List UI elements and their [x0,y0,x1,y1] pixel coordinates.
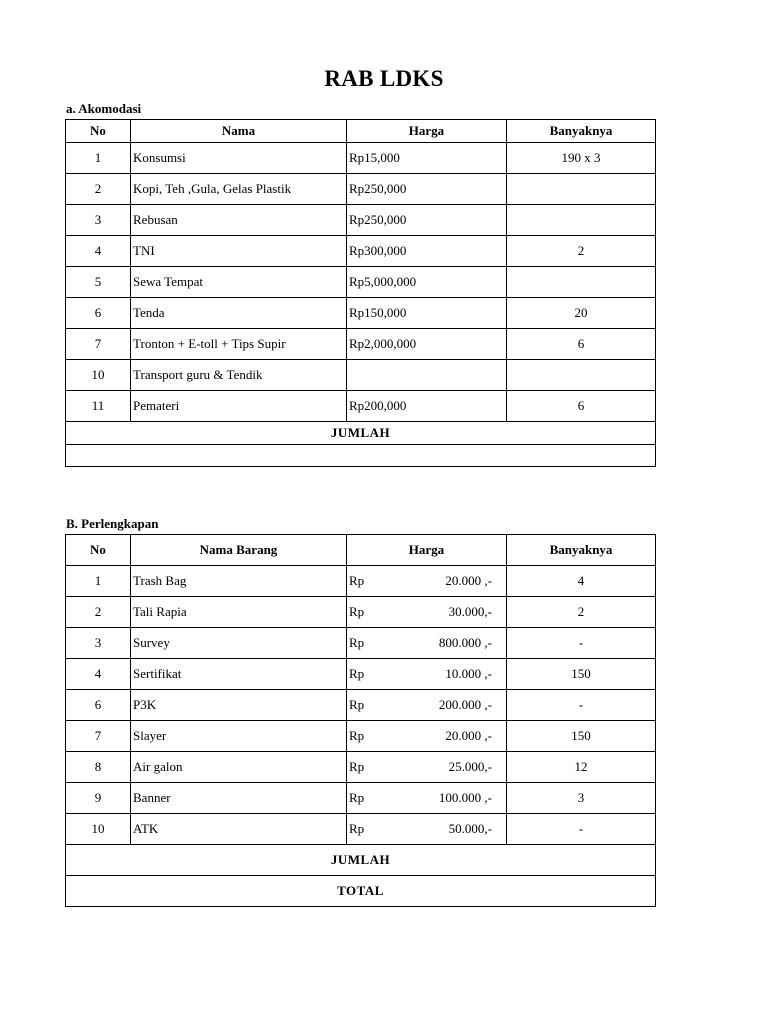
section-b-label: B. Perlengkapan [66,516,159,531]
cell-nama: Rebusan [131,205,347,236]
currency-label: Rp [349,759,365,774]
amount-value: 50.000,- [448,821,492,836]
cell-banyaknya: - [507,814,656,845]
cell-nama-barang: Trash Bag [131,566,347,597]
cell-harga [347,566,507,597]
table-row [66,597,656,628]
table-header-row [66,120,656,143]
cell-nama: Transport guru & Tendik [131,360,347,391]
cell-nama-barang: Slayer [131,721,347,752]
cell-nama: Tenda [131,298,347,329]
cell-nama: Sewa Tempat [131,267,347,298]
cell-banyaknya: 2 [507,597,656,628]
perlengkapan-table [65,534,656,907]
cell-banyaknya: 2 [507,236,656,267]
table-row [66,174,656,205]
amount-value: 20.000 ,- [445,573,492,588]
cell-harga [347,721,507,752]
cell-harga [347,783,507,814]
header-harga: Harga [347,535,507,566]
cell-banyaknya: - [507,628,656,659]
cell-banyaknya [507,174,656,205]
cell-banyaknya: 12 [507,752,656,783]
amount-value: 800.000 ,- [438,635,492,650]
jumlah-label: JUMLAH [66,845,656,876]
cell-nama-barang: Air galon [131,752,347,783]
cell-nama-barang: Survey [131,628,347,659]
cell-banyaknya: 6 [507,329,656,360]
empty-row [66,445,656,467]
cell-harga: Rp200,000 [347,391,507,422]
table-row [66,236,656,267]
table-row [66,566,656,597]
cell-no: 7 [66,329,131,360]
cell-harga: Rp250,000 [347,205,507,236]
table-row [66,721,656,752]
jumlah-row [66,845,656,876]
cell-no: 6 [66,690,131,721]
table-row [66,783,656,814]
cell-harga [347,752,507,783]
document-title: RAB LDKS [324,66,444,91]
header-nama-barang: Nama Barang [131,535,347,566]
header-nama: Nama [131,120,347,143]
cell-no: 2 [66,174,131,205]
cell-no: 9 [66,783,131,814]
cell-harga: Rp150,000 [347,298,507,329]
cell-banyaknya: 150 [507,659,656,690]
table-row [66,690,656,721]
table-row [66,298,656,329]
header-banyaknya: Banyaknya [507,120,656,143]
cell-nama: Konsumsi [131,143,347,174]
amount-value: 100.000 ,- [438,790,492,805]
cell-banyaknya: 20 [507,298,656,329]
cell-banyaknya: 4 [507,566,656,597]
header-harga: Harga [347,120,507,143]
currency-label: Rp [349,604,365,619]
cell-no: 10 [66,360,131,391]
jumlah-label: JUMLAH [66,422,656,445]
cell-nama-barang: Sertifikat [131,659,347,690]
cell-harga: Rp250,000 [347,174,507,205]
amount-value: 20.000 ,- [445,728,492,743]
currency-label: Rp [349,697,365,712]
empty-cell [66,445,656,467]
table-row [66,391,656,422]
currency-label: Rp [349,635,365,650]
cell-harga: Rp5,000,000 [347,267,507,298]
cell-harga: Rp15,000 [347,143,507,174]
total-label: TOTAL [66,876,656,907]
cell-nama: Kopi, Teh ,Gula, Gelas Plastik [131,174,347,205]
table-row [66,360,656,391]
cell-banyaknya: 150 [507,721,656,752]
cell-nama-barang: P3K [131,690,347,721]
currency-label: Rp [349,573,365,588]
cell-harga [347,360,507,391]
cell-banyaknya [507,267,656,298]
cell-no: 11 [66,391,131,422]
cell-harga [347,597,507,628]
amount-value: 200.000 ,- [438,697,492,712]
cell-banyaknya: - [507,690,656,721]
cell-no: 7 [66,721,131,752]
jumlah-row [66,422,656,445]
cell-nama-barang: ATK [131,814,347,845]
cell-harga: Rp300,000 [347,236,507,267]
cell-no: 1 [66,143,131,174]
cell-harga: Rp2,000,000 [347,329,507,360]
cell-no: 4 [66,236,131,267]
cell-no: 6 [66,298,131,329]
cell-no: 3 [66,628,131,659]
akomodasi-table [65,119,656,467]
currency-label: Rp [349,728,365,743]
cell-banyaknya: 3 [507,783,656,814]
currency-label: Rp [349,666,365,681]
cell-no: 10 [66,814,131,845]
table-row [66,659,656,690]
total-row [66,876,656,907]
cell-banyaknya: 6 [507,391,656,422]
cell-nama: Tronton + E-toll + Tips Supir [131,329,347,360]
table-row [66,267,656,298]
cell-nama-barang: Banner [131,783,347,814]
amount-value: 30.000,- [448,604,492,619]
cell-no: 8 [66,752,131,783]
cell-nama-barang: Tali Rapia [131,597,347,628]
currency-label: Rp [349,821,365,836]
table-row [66,329,656,360]
table-row [66,628,656,659]
currency-label: Rp [349,790,365,805]
section-a-label: a. Akomodasi [66,101,142,116]
cell-harga [347,690,507,721]
cell-nama: TNI [131,236,347,267]
cell-banyaknya [507,205,656,236]
table-row [66,752,656,783]
cell-banyaknya [507,360,656,391]
cell-no: 1 [66,566,131,597]
header-banyaknya: Banyaknya [507,535,656,566]
cell-harga [347,659,507,690]
header-no: No [66,120,131,143]
table-row [66,143,656,174]
table-row [66,814,656,845]
table-row [66,205,656,236]
cell-harga [347,628,507,659]
cell-no: 5 [66,267,131,298]
cell-no: 3 [66,205,131,236]
table-header-row [66,535,656,566]
cell-banyaknya: 190 x 3 [507,143,656,174]
amount-value: 25.000,- [448,759,492,774]
cell-no: 2 [66,597,131,628]
amount-value: 10.000 ,- [445,666,492,681]
cell-harga [347,814,507,845]
cell-nama: Pemateri [131,391,347,422]
cell-no: 4 [66,659,131,690]
header-no: No [66,535,131,566]
